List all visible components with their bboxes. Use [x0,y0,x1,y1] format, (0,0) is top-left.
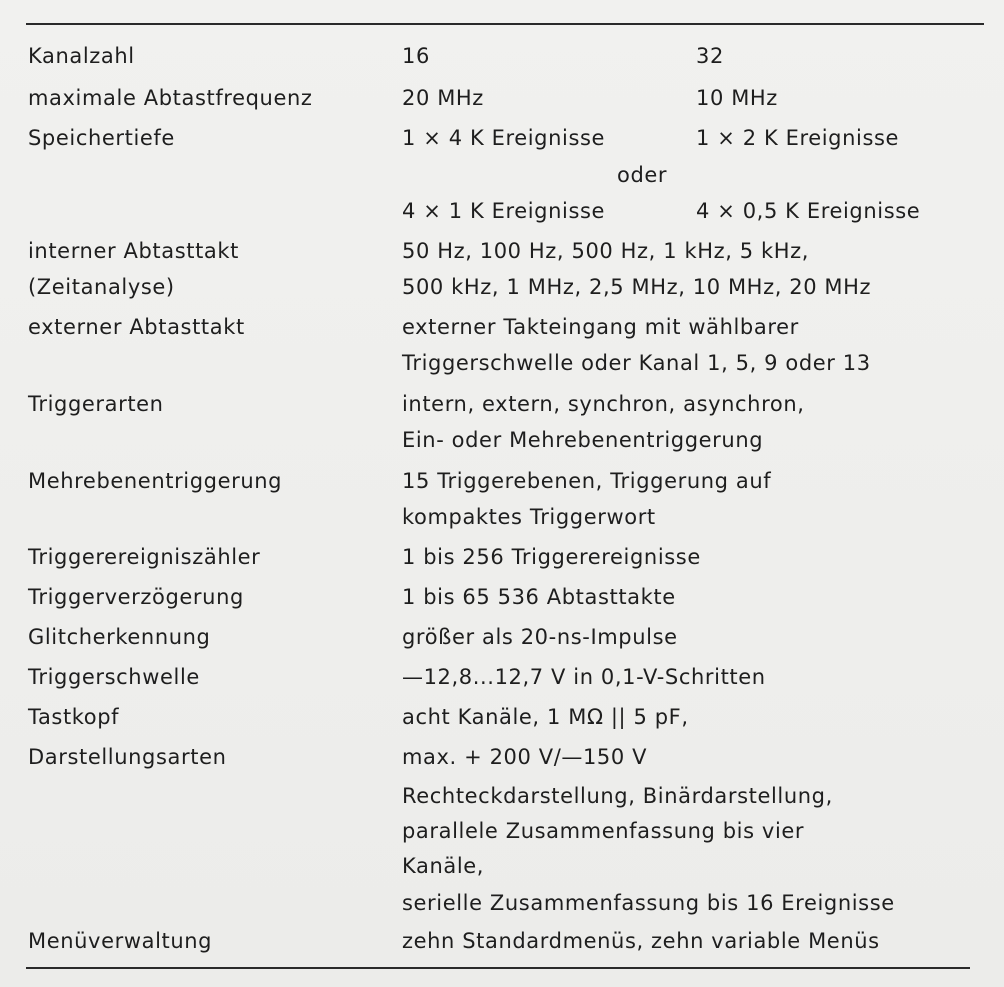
value-channels-16: 16 [402,44,430,68]
value-glitch: größer als 20-ns-Impulse [402,625,678,649]
value-max-rate-32: 10 MHz [696,86,778,110]
value-max-rate-16: 20 MHz [402,86,484,110]
label-max-rate: maximale Abtastfrequenz [28,86,313,110]
value-depth-or: oder [617,163,668,187]
value-depth-b32: 4 × 0,5 K Ereignisse [696,199,921,223]
value-internal-clock-1: 50 Hz, 100 Hz, 500 Hz, 1 kHz, 5 kHz, [402,239,810,263]
label-multilevel: Mehrebenentriggerung [28,469,283,493]
value-probe: acht Kanäle, 1 MΩ || 5 pF, [402,705,689,729]
value-threshold: —12,8...12,7 V in 0,1-V-Schritten [402,665,766,689]
value-depth-a16: 1 × 4 K Ereignisse [402,126,606,150]
label-threshold: Triggerschwelle [28,665,200,689]
value-channels-32: 32 [696,44,724,68]
value-multilevel-2: kompaktes Triggerwort [402,505,656,529]
value-display-2: Rechteckdarstellung, Binärdarstellung, [402,784,833,808]
label-internal-clock: interner Abtasttakt [28,239,239,263]
value-trigger-modes-1: intern, extern, synchron, asynchron, [402,392,805,416]
label-external-clock: externer Abtasttakt [28,315,245,339]
value-display-5: serielle Zusammenfassung bis 16 Ereignisse [402,891,895,915]
value-depth-a32: 1 × 2 K Ereignisse [696,126,900,150]
label-depth: Speichertiefe [28,126,175,150]
label-internal-clock-sub: (Zeitanalyse) [28,275,175,299]
label-display: Darstellungsarten [28,745,227,769]
label-trigger-modes: Triggerarten [28,392,164,416]
label-glitch: Glitcherkennung [28,625,211,649]
value-display-1: max. + 200 V/—150 V [402,745,648,769]
value-event-counter: 1 bis 256 Triggerereignisse [402,545,701,569]
value-internal-clock-2: 500 kHz, 1 MHz, 2,5 MHz, 10 MHz, 20 MHz [402,275,872,299]
label-probe: Tastkopf [28,705,120,729]
value-trigger-modes-2: Ein- oder Mehrebenentriggerung [402,428,764,452]
value-display-3: parallele Zusammenfassung bis vier [402,819,805,843]
value-depth-b16: 4 × 1 K Ereignisse [402,199,606,223]
value-external-clock-2: Triggerschwelle oder Kanal 1, 5, 9 oder 13 [402,351,871,375]
value-menu: zehn Standardmenüs, zehn variable Menüs [402,929,880,953]
label-delay: Triggerverzögerung [28,585,244,609]
value-external-clock-1: externer Takteingang mit wählbarer [402,315,799,339]
label-event-counter: Triggerereigniszähler [28,545,261,569]
bottom-rule [26,967,970,969]
label-menu: Menüverwaltung [28,929,213,953]
label-channels: Kanalzahl [28,44,135,68]
value-display-4: Kanäle, [402,854,485,878]
value-delay: 1 bis 65 536 Abtasttakte [402,585,676,609]
value-multilevel-1: 15 Triggerebenen, Triggerung auf [402,469,772,493]
